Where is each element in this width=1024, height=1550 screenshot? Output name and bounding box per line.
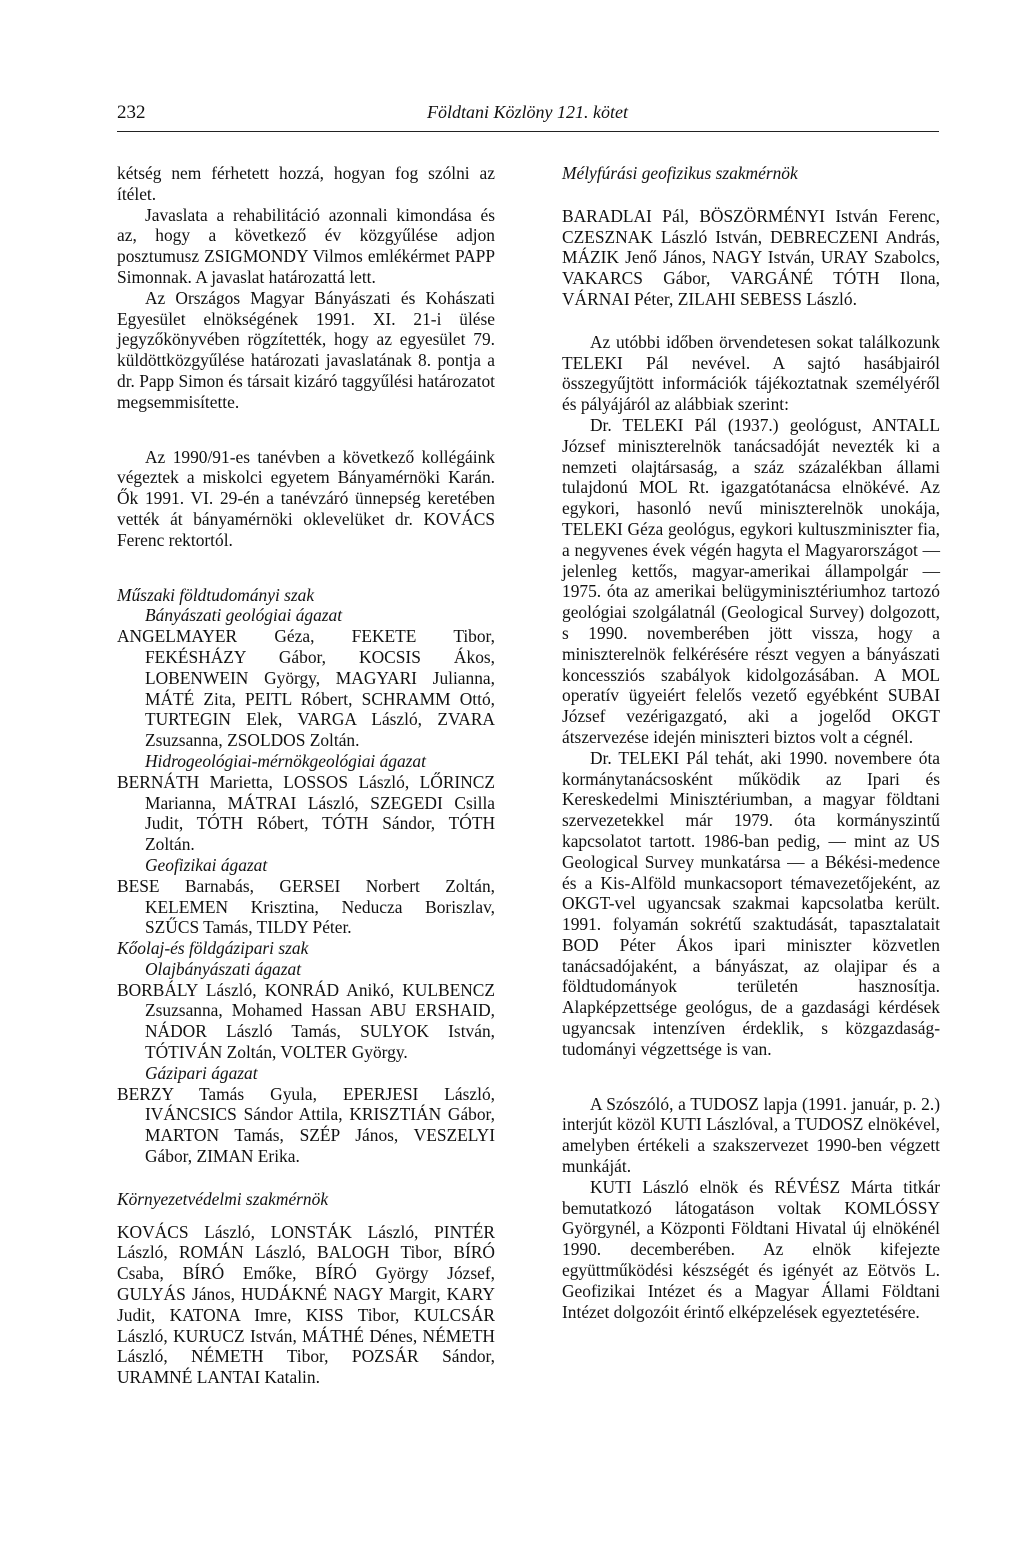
paragraph-tudosz-visit: KUTI László elnök és RÉVÉSZ Márta titkár bemutatkozó látogatáson voltak KOMLÓSSY Györgynél, a Központi Földtani Hivatal új elnökénél 1990. decemberében. Az elnök kifejezte együttműködési készségét és igényét az Eötvös L. Geofizikai Intézet és a Magyar Állami Földtani Intézet dolgozóit érintő elképzelések egyeztetésére. (562, 1176, 940, 1322)
subsection-hydrogeology: Hidrogeológiai-mérnökgeológiai ágazat (145, 750, 426, 771)
spacer (117, 551, 495, 585)
names-mining-geology: ANGELMAYER Géza, FEKETE Tibor, FEKÉSHÁZY Gábor, KOCSIS Ákos, LOBENWEIN György, MAGYARI Julianna, MÁTÉ Zita, PEITL Róbert, SCHRAMM Ottó, TURTEGIN Elek, VARGA László, ZVARA Zsuzsanna, ZSOLDOS Zoltán. (117, 626, 495, 751)
paragraph-proposal: Javaslata a rehabilitáció azonnali kimondása és az, hogy a következő év közgyűlése adjon posztumusz ZSIGMONDY Vilmos emlékérmet PAPP Simonnak. A javaslat határozattá lett. (117, 204, 495, 287)
spacer (562, 310, 940, 332)
left-column (117, 163, 495, 1388)
subsection-gas-industry: Gázipari ágazat (145, 1062, 258, 1083)
header-rule (117, 131, 939, 132)
paragraph-tudosz-interview: A Szószóló, a TUDOSZ lapja (1991. január, p. 2.) interjút közöl KUTI Lászlóval, a TUDOSZ elnökével, amelyben értékeli a szakszervezet 1990-ben végzett munkáját. (562, 1093, 940, 1177)
right-column (562, 163, 940, 1322)
paragraph-teleki-mol: Dr. TELEKI Pál (1937.) geológust, ANTALL József miniszterelnök tanácsadóját nevezték ki a nemzeti olajtársaság, a száz százalékban állami tulajdonú MOL Rt. igazgatótanácsa elnökévé. Az egykori, hasonló nevű miniszterelnök unokája, TELEKI Géza geológus, egykori kultuszminiszter fia, a negyvenes évek végén hagyta el Magyarországot — jelenleg kettős, magyar-amerikai állampolgár — 1975. óta az amerikai belügyminisztériumhoz tartozó geológiai szolgálatnál (Geological Survey) dolgozott, s 1990. novemberében jött vissza, hogy a miniszterelnök felkérésére részt vegyen a bányászati koncessziós szabályok kidolgozásában. A MOL operatív ügyeiért felelős vezető egyébként SUBAI József vezérigazgató, aki a jogelőd OKGT átszervezése idején miniszteri biztos volt a cégnél. (562, 414, 940, 747)
page-number: 232 (117, 102, 146, 123)
names-environmental: KOVÁCS László, LONSTÁK László, PINTÉR László, ROMÁN László, BALOGH Tibor, BÍRÓ Csaba, BÍRÓ Emőke, BÍRÓ György József, GULYÁS János, HUDÁKNÉ NAGY Margit, KARY Judit, KATONA Imre, KISS Tibor, KULCSÁR László, KURUCZ István, MÁTHÉ Dénes, NÉMETH László, NÉMETH Tibor, POZSÁR Sándor, URAMNÉ LANTAI Katalin. (117, 1221, 495, 1388)
subsection-geophysics: Geofizikai ágazat (145, 854, 268, 875)
spacer (117, 413, 495, 447)
names-gas-industry: BERZY Tamás Gyula, EPERJESI László, IVÁNCSICS Sándor Attila, KRISZTIÁN Gábor, MARTON Tamás, SZÉP János, VESZELYI Gábor, ZIMAN Erika. (117, 1083, 495, 1167)
names-drilling-geophysics: BARADLAI Pál, BÖSZÖRMÉNYI István Ferenc, CZESZNAK László István, DEBRECZENI András, MÁZIK Jenő János, NAGY István, URAY Szabolcs, VAKARCS Gábor, VARGÁNÉ TÓTH Ilona, VÁRNAI Péter, ZILAHI SEBESS László. (562, 205, 940, 309)
subsection-oil-mining: Olajbányászati ágazat (145, 958, 302, 979)
paragraph-graduates: Az 1990/91-es tanévben a következő kollégáink végeztek a miskolci egyetem Bányamérnöki Karán. Ők 1991. VI. 29-én a tanévzáró ünnepség keretében vették át bányamérnöki oklevelüket dr. KOVÁCS Ferenc rektortól. (117, 446, 495, 550)
section-title-earth-sciences: Műszaki földtudományi szak (117, 584, 315, 605)
spacer (562, 1060, 940, 1094)
section-title-environmental: Környezetvédelmi szakmérnök (117, 1188, 329, 1209)
paragraph-association: Az Országos Magyar Bányászati és Kohászati Egyesület elnökségének 1991. XI. 21-i ülése jegyzőkönyvében rögzítették, hogy az egyesület 79. küldöttközgyűlése határozati javaslatának 8. pontja a dr. Papp Simon és társait kizáró taggyűlési határozatot megsemmisítette. (117, 287, 495, 412)
paragraph-teleki-intro: Az utóbbi időben örvendetesen sokat találkozunk TELEKI Pál nevével. A sajtó hasábjairól összegyűjtött információk tájékoztatnak személyéről és pályájáról az alábbiak szerint: (562, 331, 940, 415)
subsection-mining-geology: Bányászati geológiai ágazat (145, 605, 343, 626)
names-hydrogeology: BERNÁTH Marietta, LOSSOS László, LŐRINCZ Marianna, MÁTRAI László, SZEGEDI Csilla Judit, TÓTH Róbert, TÓTH Sándor, TÓTH Zoltán. (117, 771, 495, 855)
page-header (117, 102, 939, 130)
names-geophysics: BESE Barnabás, GERSEI Norbert Zoltán, KELEMEN Krisztina, Neducza Boriszlav, SZŰCS Tamás, TILDY Péter. (117, 875, 495, 938)
spacer (562, 184, 940, 206)
spacer (117, 1167, 495, 1189)
section-title-drilling-geophysics: Mélyfúrási geofizikus szakmérnök (562, 163, 798, 183)
section-title-oil-gas: Kőolaj-és földgázipari szak (117, 938, 309, 959)
paragraph-teleki-career: Dr. TELEKI Pál tehát, aki 1990. novembere óta kormánytanácsosként működik az Ipari és Kereskedelmi Minisztériumban, a magyar földtani szervezetekkel már 1979. óta kormányszintű kapcsolatot tartott. 1986-ban pedig, — mint az US Geological Survey munkatársa — a Békési-medence és a Kis-Alföld munkacsoport témavezetőjeként, az OKGT-vel ugyancsak szakmai kapcsolatba került. 1991. folyamán sokrétű szaktudását, tapasztalatait BOD Péter Ákos ipari miniszter közvetlen tanácsadójaként, a bányászat, az olajipar és a földtudományok területén hasznosítja. Alapképzettsége geológus, de a gazdasági kérdések ugyancsak intenzíven érdeklik, s közgazdaság-tudományi végzettsége is van. (562, 747, 940, 1059)
names-oil-mining: BORBÁLY László, KONRÁD Anikó, KULBENCZ Zsuzsanna, Mohamed Hassan ABU ERSHAID, NÁDOR László Tamás, SULYOK István, TÓTIVÁN Zoltán, VOLTER György. (117, 979, 495, 1063)
spacer (117, 1210, 495, 1222)
running-title: Földtani Közlöny 121. kötet (427, 102, 628, 122)
paragraph-intro: kétség nem férhetett hozzá, hogyan fog szólni az ítélet. (117, 163, 495, 204)
